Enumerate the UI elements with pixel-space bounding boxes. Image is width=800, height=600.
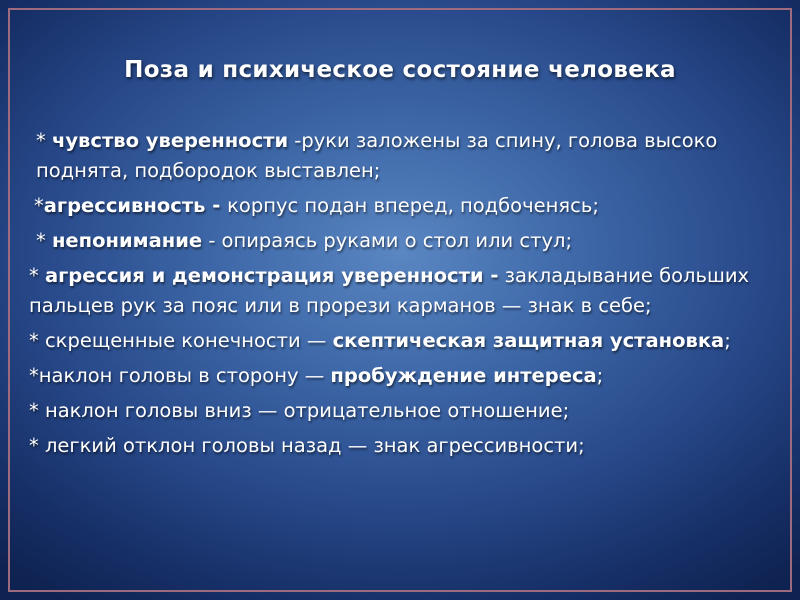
- bullet-keyword: непонимание: [51, 229, 203, 252]
- bullet-item: [29, 261, 769, 321]
- bullet-text: ;: [596, 364, 604, 387]
- bullet-text: *: [34, 194, 44, 217]
- bullet-keyword: пробуждение интереса: [330, 364, 597, 387]
- bullet-text: - опираясь руками о стол или стул;: [202, 229, 573, 252]
- bullet-item: [29, 326, 769, 356]
- bullet-text: *: [36, 229, 52, 252]
- bullet-text: *: [36, 129, 52, 152]
- bullet-text: * наклон головы вниз — отрицательное отношение;: [29, 399, 570, 422]
- bullet-text: корпус подан вперед, подбоченясь;: [227, 194, 599, 217]
- bullet-item: [29, 396, 769, 426]
- slide-title: Поза и психическое состояние человека: [124, 57, 676, 83]
- bullet-keyword: чувство уверенности: [51, 129, 289, 152]
- bullet-item: [29, 431, 769, 461]
- bullet-text: закладывание больших пальцев рук за пояс или в прорези карманов — знак в себе;: [29, 264, 750, 317]
- bullet-text: * легкий отклон головы назад — знак агрессивности;: [29, 434, 585, 457]
- bullet-keyword: агрессивность -: [43, 194, 228, 217]
- bullet-keyword: скептическая защитная установка: [332, 329, 725, 352]
- bullet-item: [29, 226, 769, 256]
- bullet-text: ;: [724, 329, 731, 352]
- bullet-item: [29, 191, 769, 221]
- bullet-text: -руки заложены за спину, голова высоко поднята, подбородок выставлен;: [36, 129, 718, 182]
- bullet-text: *наклон головы в сторону —: [29, 364, 331, 387]
- bullet-item: [29, 361, 769, 391]
- bullet-text: * скрещенные конечности —: [29, 329, 333, 352]
- bullet-text: *: [29, 264, 45, 287]
- bullet-item: [29, 126, 769, 186]
- slide-body: [29, 126, 769, 466]
- bullet-keyword: агрессия и демонстрация уверенности -: [44, 264, 499, 287]
